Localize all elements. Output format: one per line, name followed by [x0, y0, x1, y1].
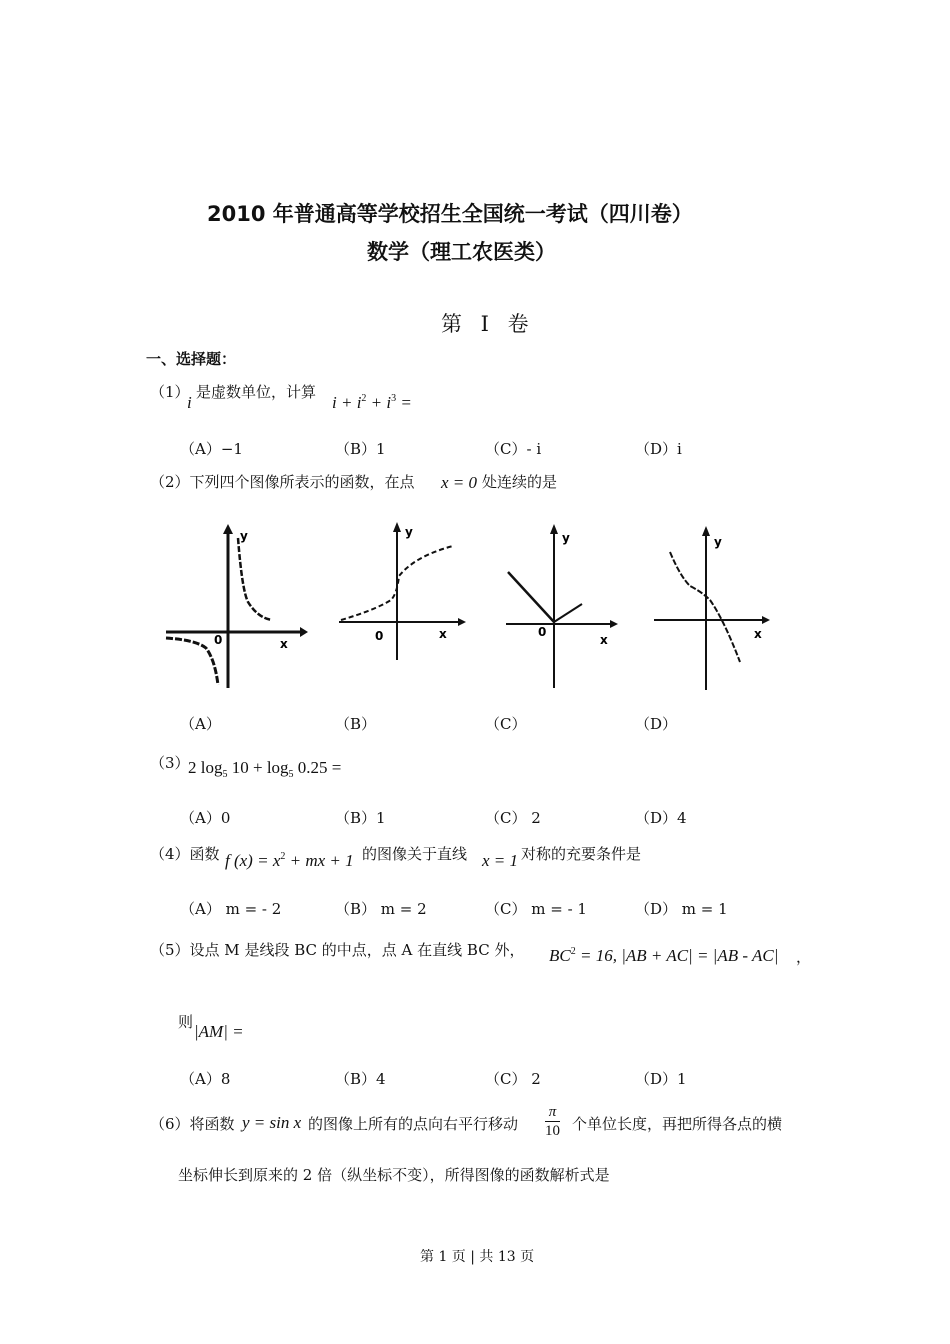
q1-option-b: （B）1	[335, 440, 386, 458]
q2-text-a: （2）下列四个图像所表示的函数，在点	[150, 473, 415, 491]
q6-fraction-numerator: π	[545, 1103, 560, 1122]
graph-b	[335, 520, 470, 660]
q5-text-a: （5）设点 M 是线段 BC 的中点，点 A 在直线 BC 外，	[150, 941, 525, 959]
q5-then: 则	[178, 1013, 194, 1031]
q6-fraction	[545, 1103, 560, 1140]
graph-a-origin: 0	[214, 633, 223, 647]
exam-title: 2010 年普通高等学校招生全国统一考试（四川卷）	[207, 202, 693, 226]
graph-a	[160, 520, 310, 690]
q2-text-b: 处连续的是	[482, 473, 558, 491]
graph-d-x-label: x	[754, 627, 762, 641]
q2-expression: x = 0	[441, 473, 478, 492]
q3-option-b: （B）1	[335, 809, 386, 827]
graph-c-x-label: x	[600, 633, 608, 647]
q6-text-b: 的图像上所有的点向右平行移动	[308, 1115, 519, 1133]
q1-option-a: （A）−1	[180, 440, 243, 458]
q3-option-a: （A）0	[180, 809, 231, 827]
q5-comma: ，	[796, 948, 812, 966]
q4-text-a: （4）函数	[150, 845, 220, 863]
q4-expression-2: x = 1	[482, 851, 519, 870]
q2-option-b: （B）	[335, 715, 377, 733]
q5-option-d: （D）1	[635, 1070, 687, 1088]
q5-expression-2: |AM| =	[194, 1022, 244, 1041]
page-footer: 第 1 页 | 共 13 页	[420, 1249, 535, 1265]
exam-subtitle: 数学（理工农医类）	[367, 240, 556, 264]
q3-option-c: （C） 2	[485, 809, 541, 827]
q5-expression: $BC^2 = 16$, |AB + AC| = |AB - AC|	[549, 946, 779, 965]
q3-option-d: （D）4	[635, 809, 687, 827]
q5-option-c: （C） 2	[485, 1070, 541, 1088]
q1-number: （1）	[150, 383, 190, 401]
q4-text-c: 对称的充要条件是	[521, 845, 642, 863]
q1-option-d: （D）i	[635, 440, 682, 458]
graph-b-y-label: y	[405, 525, 413, 539]
q5-option-a: （A）8	[180, 1070, 231, 1088]
graph-b-origin: 0	[375, 629, 384, 643]
q4-option-c: （C） m = - 1	[485, 900, 587, 918]
q2-option-a: （A）	[180, 715, 221, 733]
graph-c	[502, 520, 622, 690]
graph-d-y-label: y	[714, 535, 722, 549]
graph-a-x-label: x	[280, 637, 288, 651]
section-heading: 一、选择题：	[146, 350, 237, 368]
q4-option-d: （D） m = 1	[635, 900, 728, 918]
q4-text-b: 的图像关于直线	[362, 845, 468, 863]
q6-text-a: （6）将函数	[150, 1115, 235, 1133]
graph-b-x-label: x	[439, 627, 447, 641]
q1-expression: $i + i^2 + i^3$ =	[332, 393, 412, 412]
q4-option-b: （B） m = 2	[335, 900, 427, 918]
q1-var-i: i	[187, 393, 192, 412]
q5-option-b: （B）4	[335, 1070, 386, 1088]
q6-fraction-denominator: 10	[545, 1123, 560, 1139]
q1-text: 是虚数单位，计算	[196, 383, 317, 401]
q6-line-2: 坐标伸长到原来的 2 倍（纵坐标不变），所得图像的函数解析式是	[178, 1166, 610, 1184]
q2-option-d: （D）	[635, 715, 678, 733]
q3-number: （3）	[150, 754, 190, 772]
q6-expression: y = sin x	[242, 1113, 302, 1132]
q1-option-c: （C）- i	[485, 440, 542, 458]
q4-expression: f $(x) = x^2$ + mx + 1	[225, 851, 354, 870]
graph-a-y-label: y	[240, 529, 248, 543]
q6-text-c: 个单位长度，再把所得各点的横	[572, 1115, 783, 1133]
volume-heading: 第 I 卷	[441, 312, 535, 336]
graph-c-origin: 0	[538, 625, 547, 639]
graph-c-y-label: y	[562, 531, 570, 545]
q4-option-a: （A） m = - 2	[180, 900, 282, 918]
q3-expression: 2 $\log_5 10 + \log_5 0.25$ =	[188, 758, 342, 780]
q2-option-c: （C）	[485, 715, 527, 733]
graph-d	[650, 520, 775, 695]
